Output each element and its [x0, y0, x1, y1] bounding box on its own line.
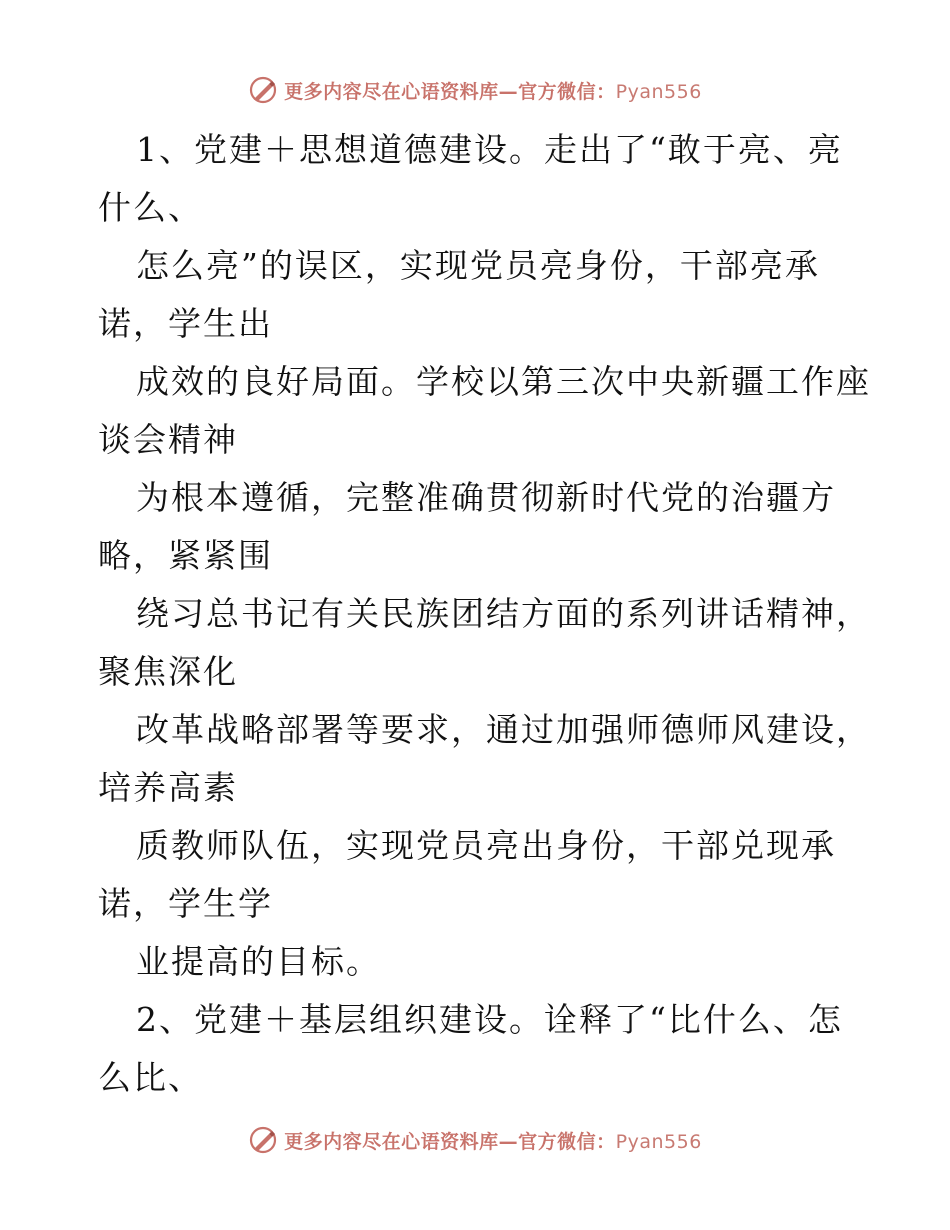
text-line: 怎么亮”的误区，实现党员亮身份，干部亮承 — [136, 246, 820, 285]
text-line: 诺，学生学 — [98, 884, 273, 923]
text-line: 什么、 — [98, 188, 203, 227]
text-line: 略，紧紧围 — [98, 536, 273, 575]
text-line: 2、党建＋基层组织建设。诠释了“比什么、怎 — [136, 1000, 843, 1039]
text-line: 成效的良好局面。学校以第三次中央新疆工作座 — [136, 362, 871, 401]
text-line: 为根本遵循，完整准确贯彻新时代党的治疆方 — [136, 478, 836, 517]
pen-logo-icon — [248, 75, 278, 105]
banner-text — [284, 77, 702, 104]
pen-logo-icon — [248, 1125, 278, 1155]
banner-source: 更多内容尽在心语资料库—官方微信： — [284, 1130, 616, 1153]
text-line: 1、党建＋思想道德建设。走出了“敢于亮、亮 — [136, 130, 843, 169]
banner-wechat-id: Pyan556 — [615, 1130, 702, 1153]
text-line: 么比、 — [98, 1058, 203, 1097]
text-line: 业提高的目标。 — [136, 942, 381, 981]
text-line: 培养高素 — [98, 768, 238, 807]
text-line: 谈会精神 — [98, 420, 238, 459]
banner-text — [284, 1127, 702, 1154]
header-banner — [0, 70, 950, 110]
text-line: 诺，学生出 — [98, 304, 273, 343]
text-line: 聚焦深化 — [98, 652, 238, 691]
document-body — [98, 121, 871, 1107]
text-line: 质教师队伍，实现党员亮出身份，干部兑现承 — [136, 826, 836, 865]
banner-source: 更多内容尽在心语资料库—官方微信： — [284, 80, 616, 103]
banner-wechat-id: Pyan556 — [615, 80, 702, 103]
text-line: 改革战略部署等要求，通过加强师德师风建设， — [136, 710, 871, 749]
text-line: 绕习总书记有关民族团结方面的系列讲话精神， — [136, 594, 871, 633]
footer-banner — [0, 1120, 950, 1160]
